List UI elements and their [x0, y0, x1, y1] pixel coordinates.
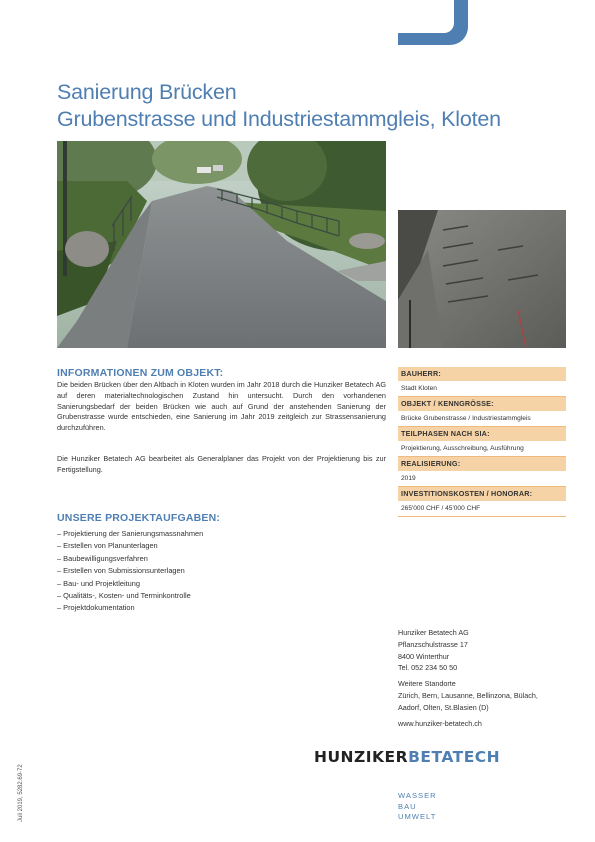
logo-part-hunziker: HUNZIKER	[314, 748, 409, 766]
aufgaben-list	[57, 528, 203, 615]
info-value-teilphasen: Projektierung, Ausschreibung, Ausführung	[398, 441, 566, 457]
page-title-line2: Grubenstrasse und Industriestammgleis, Kloten	[57, 107, 501, 131]
info-objekt-paragraph-2: Die Hunziker Betatech AG bearbeitet als Generalplaner das Projekt von der Projektierung bis zur Fertigstellung.	[57, 454, 386, 474]
contact-city: 8400 Winterthur	[398, 651, 450, 661]
contact-web	[398, 718, 568, 730]
page-title-line1: Sanierung Brücken	[57, 80, 237, 104]
info-objekt-heading: INFORMATIONEN ZUM OBJEKT:	[57, 367, 224, 379]
info-objekt-paragraph-1: Die beiden Brücken über den Altbach in Kloten wurden im Jahr 2018 durch die Hunziker Betatech AG auf deren materialtechnologischen Zustand hin untersucht. Durch den vorhandenen Sanierungsbedarf der beiden Brücken wie auch auf Grund der anstehenden Sanierung der Grubenstrasse wurde entschieden, eine Sanierung im Jahr 2019 zeitgleich zur Strassensanierung durchzuführen.	[57, 380, 386, 433]
contact-company: Hunziker Betatech AG	[398, 628, 469, 637]
list-item: – Bau- und Projektleitung	[57, 578, 140, 588]
corner-logo-mark	[398, 0, 468, 45]
list-item: – Baubewilligungsverfahren	[57, 553, 148, 563]
contact-street: Pflanzschulstrasse 17	[398, 639, 468, 649]
tagline-wasser: WASSER	[398, 791, 437, 800]
contact-standorte	[398, 678, 568, 713]
info-label-bauherr: BAUHERR:	[398, 367, 566, 381]
project-info-table	[398, 367, 566, 517]
contact-address	[398, 627, 568, 674]
page-title	[57, 79, 501, 133]
tagline-bau: BAU	[398, 801, 417, 811]
info-value-objekt: Brücke Grubenstrasse / Industriestammgleis	[398, 411, 566, 427]
document-code: Juli 2019, 5282.69-72	[18, 764, 24, 822]
website-link[interactable]: www.hunziker-betatech.ch	[398, 719, 482, 728]
info-label-kosten: INVESTITIONSKOSTEN / HONORAR:	[398, 487, 566, 501]
info-value-kosten: 265'000 CHF / 45'000 CHF	[398, 501, 566, 517]
road-bridge-photo	[57, 141, 386, 348]
standorte-label: Weitere Standorte	[398, 679, 456, 688]
info-value-realisierung: 2019	[398, 471, 566, 487]
list-item: – Erstellen von Planunterlagen	[57, 541, 158, 551]
standorte-line1: Zürich, Bern, Lausanne, Bellinzona, Bülach,	[398, 690, 538, 700]
info-label-realisierung: REALISIERUNG:	[398, 457, 566, 471]
tagline	[398, 791, 437, 823]
tagline-umwelt: UMWELT	[398, 812, 437, 821]
list-item: – Qualitäts-, Kosten- und Terminkontrolle	[57, 591, 191, 601]
contact-phone: Tel. 052 234 50 50	[398, 663, 458, 673]
list-item: – Erstellen von Submissionsunterlagen	[57, 566, 185, 576]
logo-part-betatech: BETATECH	[408, 748, 501, 766]
standorte-line2: Aadorf, Olten, St.Blasien (D)	[398, 702, 489, 712]
info-label-objekt: OBJEKT / KENNGRÖSSE:	[398, 397, 566, 411]
info-value-bauherr: Stadt Kloten	[398, 381, 566, 397]
list-item: – Projektierung der Sanierungsmassnahmen	[57, 529, 204, 538]
list-item: – Projektdokumentation	[57, 603, 135, 613]
info-label-teilphasen: TEILPHASEN NACH SIA:	[398, 427, 566, 441]
bridge-underside-photo	[398, 210, 566, 348]
aufgaben-heading: UNSERE PROJEKTAUFGABEN:	[57, 512, 221, 524]
company-logo	[314, 748, 500, 766]
